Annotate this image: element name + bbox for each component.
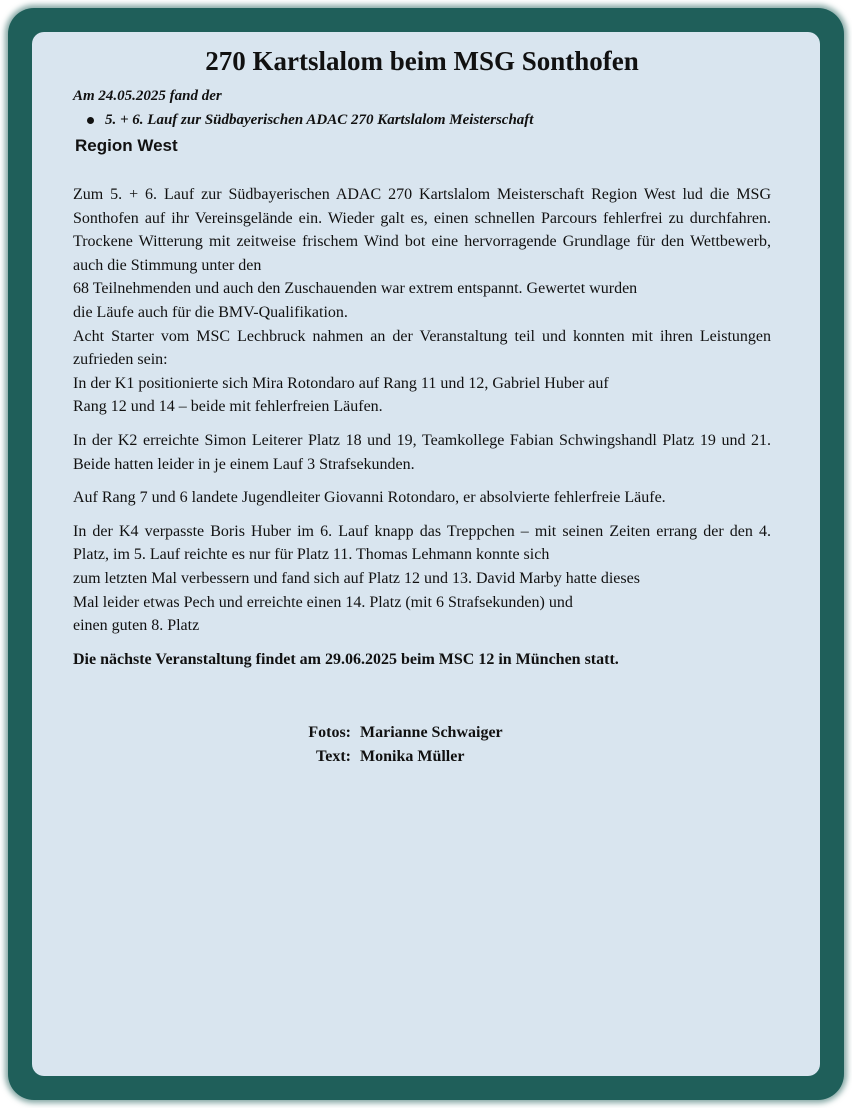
- bullet-icon: [87, 117, 94, 124]
- paragraph-4-line: einen guten 8. Platz: [73, 617, 200, 635]
- bullet-item: [87, 110, 771, 131]
- paragraph-1-line: Rang 12 und 14 – beide mit fehlerfreien Läufen.: [73, 398, 383, 416]
- article-title: 270 Kartslalom beim MSG Sonthofen: [205, 46, 639, 76]
- closing-announcement: Die nächste Veranstaltung findet am 29.06.2025 beim MSC 12 in München statt.: [73, 650, 619, 668]
- article-intro: Am 24.05.2025 fand der: [73, 88, 222, 104]
- paragraph-1-line: Acht Starter vom MSC Lechbruck nahmen an der Veranstaltung teil und konnten mit ihren Leistungen zufrieden sein:: [73, 327, 771, 369]
- paragraph-4-line: Mal leider etwas Pech und erreichte einen 14. Platz (mit 6 Strafsekunden) und: [73, 593, 573, 611]
- bullet-text: 5. + 6. Lauf zur Südbayerischen ADAC 270 Kartslalom Meisterschaft: [105, 112, 534, 128]
- article-panel: [32, 32, 820, 1076]
- article-body: [73, 183, 771, 638]
- paragraph-4-line: zum letzten Mal verbessern und fand sich auf Platz 12 und 13. David Marby hatte dieses: [73, 569, 640, 587]
- photo-credit: [73, 721, 771, 745]
- text-credit-label: Text:: [316, 747, 351, 765]
- photo-credit-name: Marianne Schwaiger: [360, 723, 503, 741]
- paragraph-1-line: In der K1 positionierte sich Mira Rotondaro auf Rang 11 und 12, Gabriel Huber auf: [73, 374, 609, 392]
- paragraph-1-line: die Läufe auch für die BMV-Qualifikation.: [73, 303, 348, 321]
- photo-credit-label: Fotos:: [308, 723, 351, 741]
- paragraph-1-line: Zum 5. + 6. Lauf zur Südbayerischen ADAC 270 Kartslalom Meisterschaft Region West lud die MSG Sonthofen auf ihr Vereinsgelände ein. Wieder galt es, einen schnellen Parcours fehlerfrei zu durchfahren. Trockene Witterung mit zeitweise frischem Wind bot eine hervorragende Grundlage für den Wettbewerb, auch die Stimmung unter den: [73, 186, 771, 274]
- paragraph-4-line: In der K4 verpasste Boris Huber im 6. Lauf knapp das Treppchen – mit seinen Zeiten errang der den 4. Platz, im 5. Lauf reichte es nur für Platz 11. Thomas Lehmann konnte sich: [73, 522, 771, 564]
- paragraph-1-line: 68 Teilnehmenden und auch den Zuschauenden war extrem entspannt. Gewertet wurden: [73, 280, 638, 298]
- paragraph-2: In der K2 erreichte Simon Leiterer Platz 18 und 19, Teamkollege Fabian Schwingshandl Platz 19 und 21. Beide hatten leider in je einem Lauf 3 Strafsekunden.: [73, 431, 771, 473]
- paragraph-3: Auf Rang 7 und 6 landete Jugendleiter Giovanni Rotondaro, er absolvierte fehlerfreie Läufe.: [73, 489, 666, 507]
- credits: [73, 721, 771, 769]
- text-credit: [73, 745, 771, 769]
- region-label: Region West: [75, 136, 178, 155]
- text-credit-name: Monika Müller: [360, 747, 465, 765]
